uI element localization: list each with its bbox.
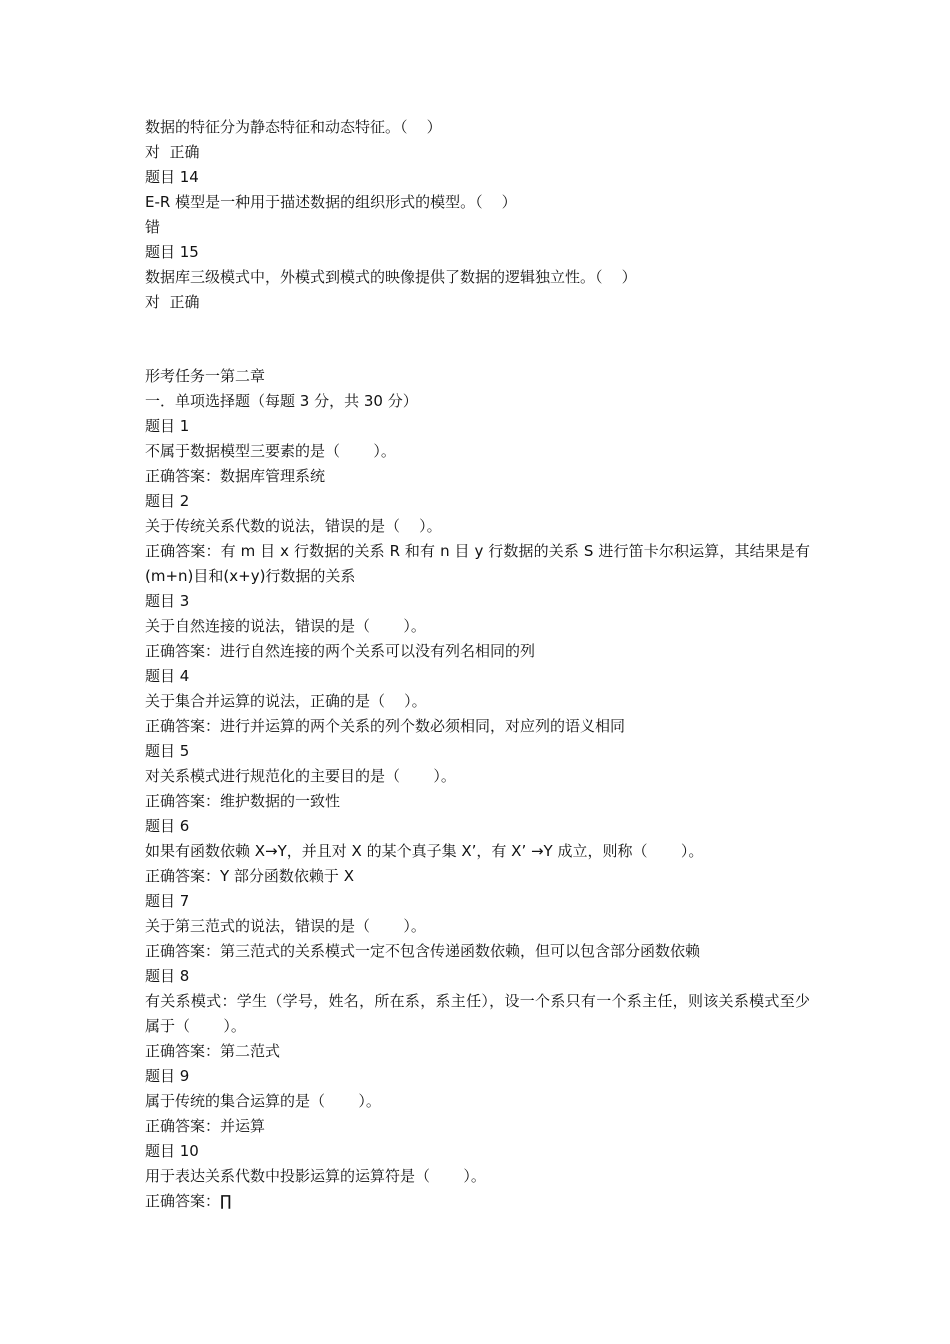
question-number: 题目 8 — [145, 967, 190, 985]
answer-text: 对 正确 — [145, 293, 200, 311]
question-text: 如果有函数依赖 X→Y，并且对 X 的某个真子集 X’，有 X’ →Y 成立，则称（ ）。 — [145, 842, 704, 860]
question-text: 用于表达关系代数中投影运算的运算符是（ ）。 — [145, 1167, 486, 1185]
answer-text: 正确答案：∏ — [145, 1192, 232, 1210]
answer-text: 正确答案：进行并运算的两个关系的列个数必须相同，对应列的语义相同 — [145, 717, 626, 735]
question-number: 题目 7 — [145, 892, 190, 910]
question-number: 题目 2 — [145, 492, 190, 510]
question-number: 题目 6 — [145, 817, 190, 835]
question-text: 属于传统的集合运算的是（ ）。 — [145, 1092, 381, 1110]
question-text: 数据库三级模式中，外模式到模式的映像提供了数据的逻辑独立性。（ ） — [145, 268, 637, 286]
question-text: 不属于数据模型三要素的是（ ）。 — [145, 442, 396, 460]
answer-text: 正确答案：维护数据的一致性 — [145, 792, 341, 810]
question-text: 关于集合并运算的说法，正确的是（ ）。 — [145, 692, 427, 710]
section-heading: 形考任务一第二章 — [145, 367, 266, 385]
question-number: 题目 1 — [145, 417, 190, 435]
question-text: 对关系模式进行规范化的主要目的是（ ）。 — [145, 767, 456, 785]
answer-text: 正确答案：进行自然连接的两个关系可以没有列名相同的列 — [145, 642, 536, 660]
question-number: 题目 9 — [145, 1067, 190, 1085]
question-text: E-R 模型是一种用于描述数据的组织形式的模型。（ ） — [145, 193, 517, 211]
answer-text: 正确答案：第三范式的关系模式一定不包含传递函数依赖，但可以包含部分函数依赖 — [145, 942, 701, 960]
answer-text: 正确答案：Y 部分函数依赖于 X — [145, 867, 354, 885]
chapter-one-tail — [145, 115, 810, 315]
answer-text: 错 — [145, 218, 161, 236]
answer-text: 正确答案：第二范式 — [145, 1042, 281, 1060]
question-text: 数据的特征分为静态特征和动态特征。（ ） — [145, 118, 442, 136]
question-text: 关于第三范式的说法，错误的是（ ）。 — [145, 917, 426, 935]
question-number: 题目 5 — [145, 742, 190, 760]
question-number: 题目 14 — [145, 168, 199, 186]
question-number: 题目 15 — [145, 243, 199, 261]
question-text: 有关系模式：学生（学号，姓名，所在系，系主任），设一个系只有一个系主任，则该关系模式至少属于（ ）。 — [145, 992, 810, 1035]
question-number: 题目 4 — [145, 667, 190, 685]
answer-text: 对 正确 — [145, 143, 200, 161]
question-text: 关于传统关系代数的说法，错误的是（ ）。 — [145, 517, 442, 535]
chapter-two-section — [145, 364, 810, 1214]
answer-text: 正确答案：有 m 目 x 行数据的关系 R 和有 n 目 y 行数据的关系 S 进行笛卡尔积运算，其结果是有(m+n)目和(x+y)行数据的关系 — [145, 542, 810, 585]
question-number: 题目 3 — [145, 592, 190, 610]
question-text: 关于自然连接的说法，错误的是（ ）。 — [145, 617, 426, 635]
answer-text: 正确答案：数据库管理系统 — [145, 467, 326, 485]
answer-text: 正确答案：并运算 — [145, 1117, 266, 1135]
question-number: 题目 10 — [145, 1142, 199, 1160]
subsection-heading: 一．单项选择题（每题 3 分，共 30 分） — [145, 392, 418, 410]
